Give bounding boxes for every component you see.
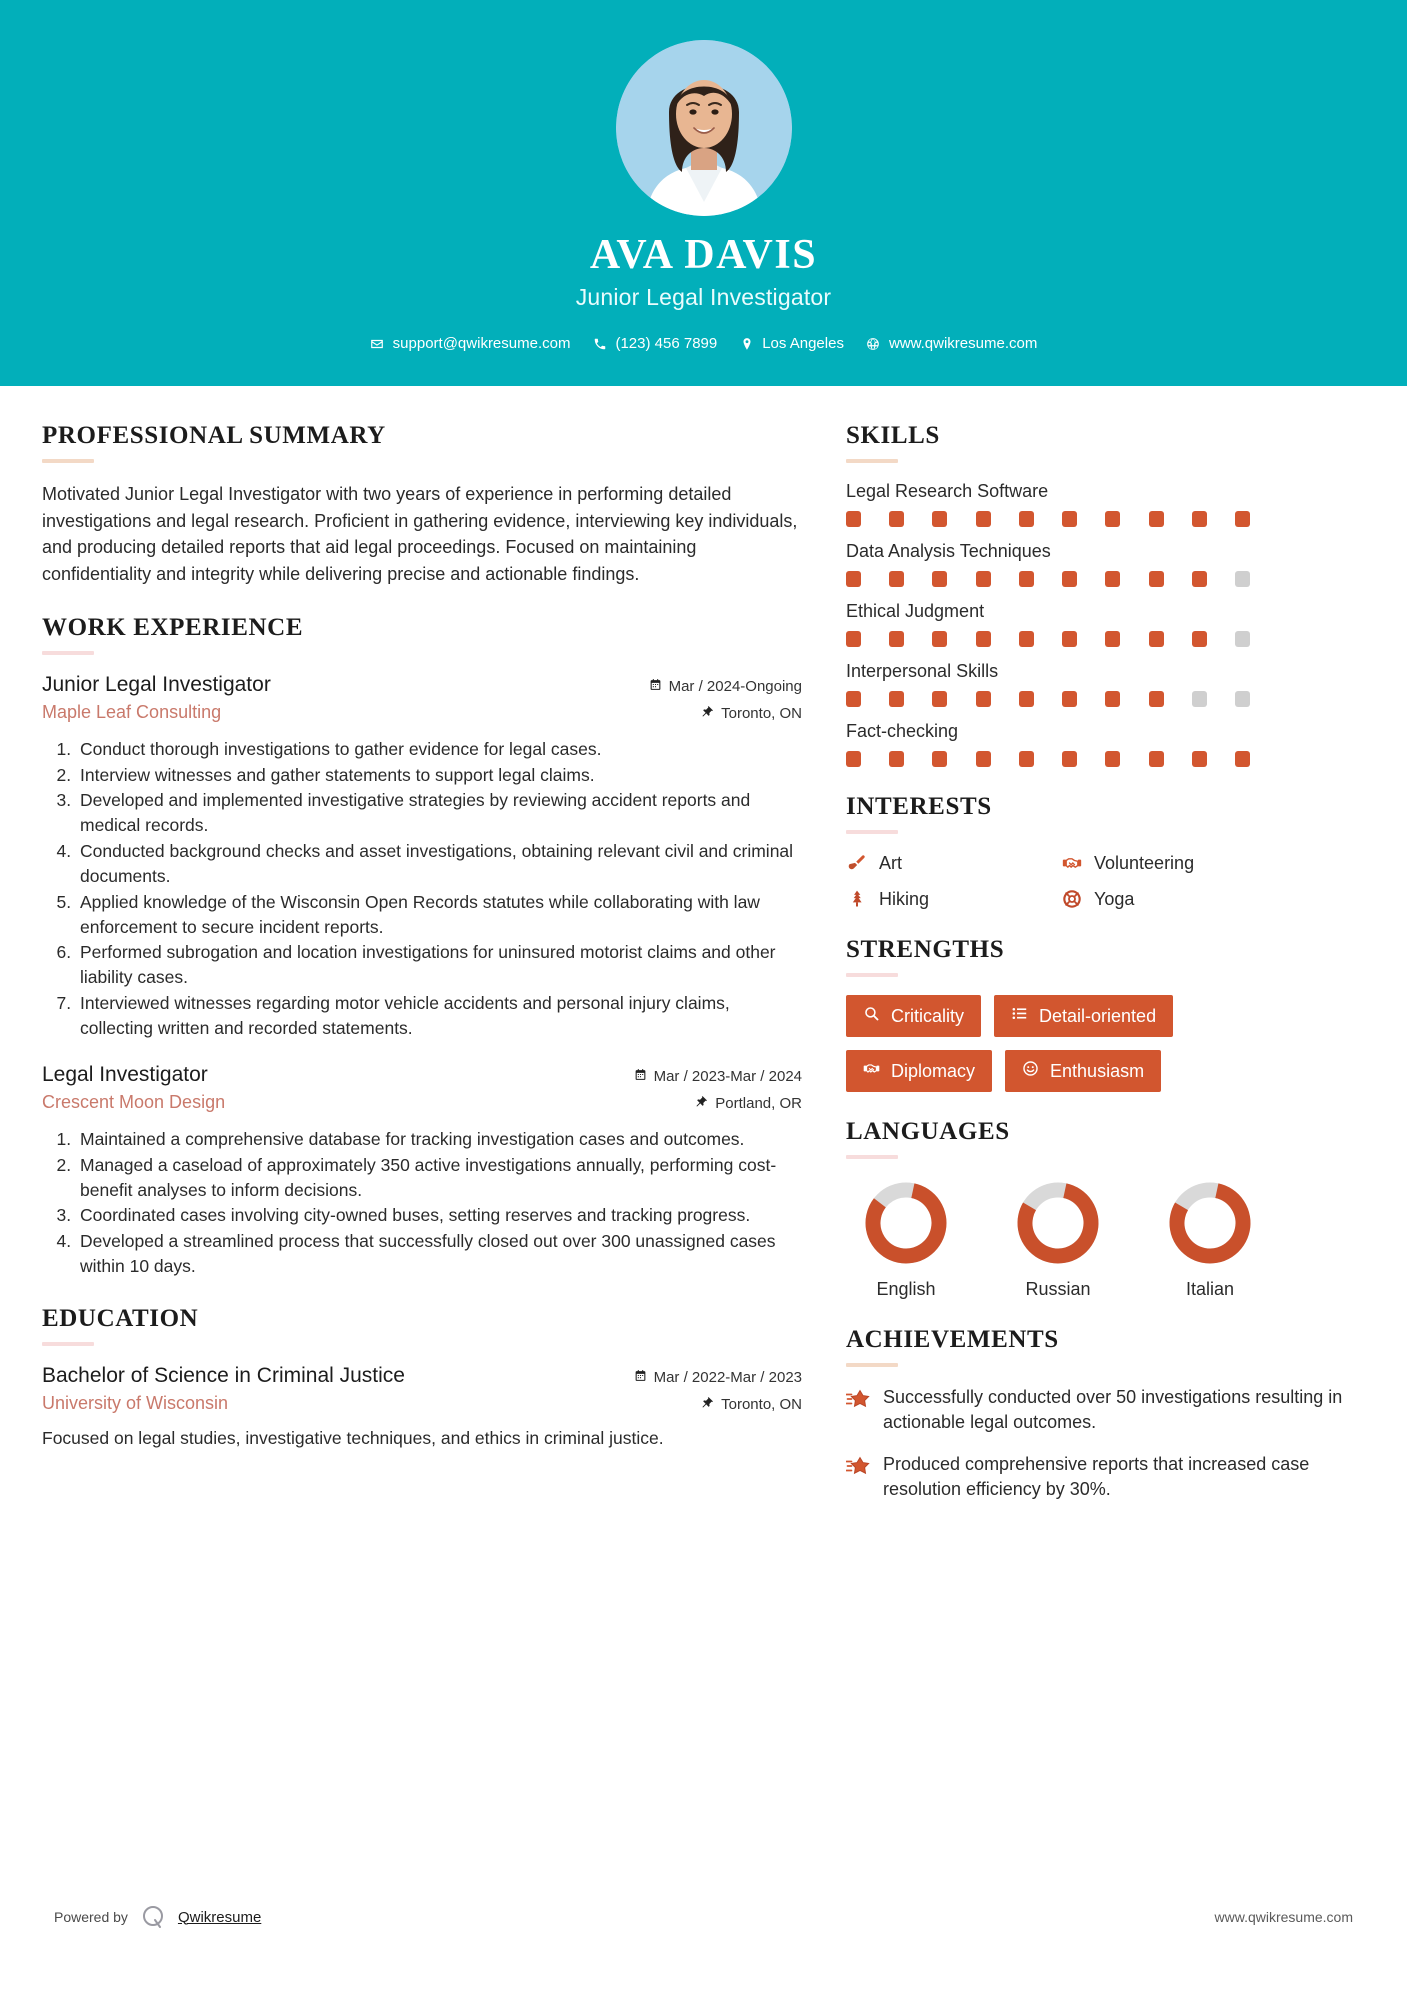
handshake-icon: [1061, 852, 1083, 874]
language-item: [846, 1177, 966, 1300]
section-heading: WORK EXPERIENCE: [42, 613, 304, 641]
skills-list: [846, 481, 1365, 767]
interest-item: [846, 888, 1051, 910]
section-rule: [42, 1342, 94, 1346]
language-donut-chart: [1164, 1177, 1256, 1269]
section-heading: PROFESSIONAL SUMMARY: [42, 422, 386, 450]
interests-list: [846, 852, 1266, 910]
skill-rating-dot: [1149, 511, 1164, 527]
skill-rating: [846, 631, 1250, 647]
skill-rating-dot: [1062, 571, 1077, 587]
experience-bullet: 1. Conduct thorough investigations to gather evidence for legal cases.: [76, 737, 802, 762]
experience-role: Junior Legal Investigator: [42, 672, 271, 696]
education-degree: Bachelor of Science in Criminal Justice: [42, 1363, 405, 1387]
skill-item: [846, 721, 1365, 767]
skill-rating-dot: [932, 571, 947, 587]
page-title: AVA DAVIS: [589, 232, 818, 278]
qwikresume-logo-icon: [140, 1904, 166, 1930]
skill-rating-dot: [1105, 571, 1120, 587]
language-item: [1150, 1177, 1270, 1300]
experience-location-text: Portland, OR: [715, 1094, 802, 1112]
experience-company: Crescent Moon Design: [42, 1091, 226, 1112]
achievement-item: [846, 1385, 1365, 1435]
star-burst-icon: [846, 1388, 870, 1412]
language-label: Italian: [1185, 1279, 1235, 1300]
experience-entry: [42, 1063, 802, 1279]
skill-item: [846, 601, 1365, 647]
phone-icon: [592, 336, 607, 351]
skill-label: Data Analysis Techniques: [846, 541, 1051, 562]
magnifier-icon: [863, 1005, 880, 1027]
experience-bullet: 2. Interview witnesses and gather statements to support legal claims.: [76, 763, 802, 788]
experience-role: Legal Investigator: [42, 1062, 208, 1086]
experience-entry-sub: [42, 1092, 802, 1113]
job-title: Junior Legal Investigator: [575, 284, 832, 311]
skill-rating-dot: [1105, 691, 1120, 707]
skill-rating-dot: [889, 691, 904, 707]
skill-rating-dot: [1105, 511, 1120, 527]
experience-location: [695, 1095, 802, 1112]
contact-website[interactable]: [860, 335, 1043, 352]
skill-rating-dot: [1019, 691, 1034, 707]
experience-company: Maple Leaf Consulting: [42, 701, 222, 722]
experience-bullet: 3. Developed and implemented investigative strategies by reviewing accident reports and medical records.: [76, 788, 802, 838]
achievement-item: [846, 1452, 1365, 1502]
education-entry-top: [42, 1364, 802, 1388]
skill-item: [846, 541, 1365, 587]
avatar: [616, 40, 792, 216]
footer-site[interactable]: www.qwikresume.com: [1214, 1909, 1353, 1925]
skill-rating-dot: [1192, 691, 1207, 707]
skill-label: Fact-checking: [846, 721, 959, 742]
skill-rating: [846, 511, 1250, 527]
skill-rating-dot: [846, 691, 861, 707]
handshake-icon: [863, 1060, 880, 1082]
skill-rating-dot: [932, 751, 947, 767]
contact-email-text: support@qwikresume.com: [392, 335, 571, 353]
education-location: [701, 1396, 802, 1413]
skill-rating-dot: [889, 631, 904, 647]
skill-rating-dot: [1192, 511, 1207, 527]
skill-rating-dot: [1235, 631, 1250, 647]
experience-bullet: 2. Managed a caseload of approximately 350 active investigations annually, performing cost-benefit analyses to inform decisions.: [76, 1153, 802, 1203]
education-description: Focused on legal studies, investigative techniques, and ethics in criminal justice.: [42, 1427, 664, 1448]
experience-dates-text: Mar / 2023-Mar / 2024: [653, 1067, 802, 1085]
contact-location-text: Los Angeles: [762, 335, 844, 353]
right-column: [846, 422, 1365, 1904]
contact-location: [733, 335, 850, 352]
skill-rating-dot: [1235, 691, 1250, 707]
skill-rating-dot: [976, 511, 991, 527]
education-school: University of Wisconsin: [42, 1392, 229, 1413]
education-dates-text: Mar / 2022-Mar / 2023: [653, 1368, 802, 1386]
language-label: English: [876, 1279, 936, 1300]
skill-rating: [846, 751, 1250, 767]
skill-rating-dot: [932, 691, 947, 707]
skill-rating-dot: [932, 511, 947, 527]
contact-email[interactable]: [364, 335, 577, 352]
section-rule: [846, 1155, 898, 1159]
experience-entry: [42, 673, 802, 1041]
experience-dates: [634, 1068, 802, 1085]
section-skills: [846, 422, 1365, 767]
strength-label: Enthusiasm: [1050, 1060, 1145, 1081]
skill-rating: [846, 571, 1250, 587]
section-rule: [42, 651, 94, 655]
achievement-text: Produced comprehensive reports that increased case resolution efficiency by 30%.: [883, 1453, 1310, 1499]
strength-badge: [846, 995, 981, 1037]
section-rule: [846, 830, 898, 834]
interest-label: Hiking: [879, 888, 930, 909]
section-rule: [846, 459, 898, 463]
achievements-list: [846, 1385, 1365, 1502]
calendar-icon: [649, 678, 662, 695]
section-heading: EDUCATION: [42, 1304, 199, 1332]
interest-label: Yoga: [1094, 888, 1135, 909]
skill-rating-dot: [1235, 511, 1250, 527]
skill-rating: [846, 691, 1250, 707]
section-languages: [846, 1118, 1365, 1300]
section-heading: SKILLS: [846, 422, 940, 450]
strength-label: Detail-oriented: [1039, 1005, 1157, 1026]
section-education: [42, 1305, 802, 1451]
calendar-icon: [634, 1369, 647, 1386]
languages-list: [846, 1177, 1365, 1300]
section-heading: LANGUAGES: [846, 1118, 1010, 1146]
contact-phone[interactable]: [586, 335, 723, 352]
skill-rating-dot: [889, 511, 904, 527]
skill-rating-dot: [1149, 751, 1164, 767]
interest-label: Art: [879, 852, 903, 873]
experience-bullet: 7. Interviewed witnesses regarding motor vehicle accidents and personal injury claims, collecting written and recorded statements.: [76, 991, 802, 1041]
interest-item: [1061, 888, 1266, 910]
section-rule: [846, 1363, 898, 1367]
skill-rating-dot: [1019, 571, 1034, 587]
section-achievements: [846, 1326, 1365, 1502]
contact-website-text: www.qwikresume.com: [888, 335, 1038, 353]
skill-rating-dot: [1019, 631, 1034, 647]
skill-rating-dot: [976, 691, 991, 707]
interest-item: [846, 852, 1051, 874]
smiley-icon: [1022, 1060, 1039, 1082]
resume-body: [0, 386, 1407, 1904]
skill-rating-dot: [1192, 631, 1207, 647]
skill-rating-dot: [1062, 511, 1077, 527]
pin-icon: [701, 705, 714, 722]
skill-rating-dot: [1149, 571, 1164, 587]
experience-bullet: 1. Maintained a comprehensive database for tracking investigation cases and outcomes.: [76, 1127, 802, 1152]
experience-bullet: 6. Performed subrogation and location investigations for uninsured motorist claims and other liability cases.: [76, 940, 802, 990]
skill-rating-dot: [1149, 631, 1164, 647]
skill-rating-dot: [889, 751, 904, 767]
experience-bullet: 3. Coordinated cases involving city-owned buses, setting reserves and tracking progress.: [76, 1203, 802, 1228]
contact-row: [0, 335, 1407, 352]
skill-rating-dot: [846, 631, 861, 647]
skill-rating-dot: [1062, 751, 1077, 767]
experience-bullets: [42, 1127, 802, 1279]
map-pin-icon: [739, 336, 754, 351]
education-dates: [634, 1369, 802, 1386]
skill-item: [846, 481, 1365, 527]
skill-rating-dot: [1192, 571, 1207, 587]
education-location-text: Toronto, ON: [721, 1395, 802, 1413]
skill-rating-dot: [1105, 751, 1120, 767]
section-heading: INTERESTS: [846, 793, 992, 821]
language-label: Russian: [1025, 1279, 1091, 1300]
strength-badge: [846, 1050, 992, 1092]
section-rule: [42, 459, 94, 463]
language-donut-chart: [860, 1177, 952, 1269]
avatar-photo: [616, 40, 792, 216]
footer-brand: [54, 1904, 261, 1930]
skill-rating-dot: [1192, 751, 1207, 767]
skill-label: Interpersonal Skills: [846, 661, 999, 682]
education-list: [42, 1364, 802, 1451]
skill-rating-dot: [1105, 631, 1120, 647]
skill-label: Legal Research Software: [846, 481, 1049, 502]
experience-bullet: 4. Conducted background checks and asset investigations, obtaining relevant civil and criminal documents.: [76, 839, 802, 889]
experience-entry-top: [42, 1063, 802, 1087]
skill-rating-dot: [976, 571, 991, 587]
interest-label: Volunteering: [1094, 852, 1195, 873]
skill-rating-dot: [1149, 691, 1164, 707]
list-icon: [1011, 1005, 1028, 1027]
section-work-experience: [42, 614, 802, 1279]
achievement-text: Successfully conducted over 50 investigations resulting in actionable legal outcomes.: [883, 1387, 1343, 1433]
language-donut-chart: [1012, 1177, 1104, 1269]
experience-list: [42, 673, 802, 1279]
education-entry-sub: [42, 1393, 802, 1414]
envelope-icon: [370, 336, 385, 351]
skill-rating-dot: [976, 631, 991, 647]
skill-rating-dot: [1019, 511, 1034, 527]
paintbrush-icon: [846, 852, 868, 874]
pin-icon: [701, 1396, 714, 1413]
footer: [0, 1904, 1407, 1990]
left-column: [42, 422, 802, 1904]
skill-rating-dot: [846, 511, 861, 527]
experience-dates-text: Mar / 2024-Ongoing: [668, 677, 802, 695]
experience-entry-top: [42, 673, 802, 697]
skill-rating-dot: [846, 571, 861, 587]
skill-rating-dot: [1235, 751, 1250, 767]
strength-badge: [1005, 1050, 1161, 1092]
experience-dates: [649, 678, 802, 695]
strengths-list: [846, 995, 1266, 1092]
strength-label: Diplomacy: [891, 1060, 976, 1081]
skill-rating-dot: [1019, 751, 1034, 767]
section-interests: [846, 793, 1365, 910]
experience-location-text: Toronto, ON: [721, 704, 802, 722]
skill-rating-dot: [932, 631, 947, 647]
strength-label: Criticality: [891, 1005, 965, 1026]
experience-location: [701, 705, 802, 722]
experience-bullet: 4. Developed a streamlined process that successfully closed out over 300 unassigned cases within 10 days.: [76, 1229, 802, 1279]
tree-icon: [846, 888, 868, 910]
strength-badge: [994, 995, 1173, 1037]
skill-rating-dot: [846, 751, 861, 767]
skill-item: [846, 661, 1365, 707]
section-heading: STRENGTHS: [846, 936, 1005, 964]
skill-rating-dot: [976, 751, 991, 767]
skill-label: Ethical Judgment: [846, 601, 985, 622]
skill-rating-dot: [1235, 571, 1250, 587]
powered-by-label: Powered by: [54, 1909, 128, 1925]
experience-bullet: 5. Applied knowledge of the Wisconsin Open Records statutes while collaborating with law enforcement to secure incident reports.: [76, 890, 802, 940]
education-entry: [42, 1364, 802, 1451]
experience-entry-sub: [42, 702, 802, 723]
section-heading: ACHIEVEMENTS: [846, 1326, 1059, 1354]
interest-item: [1061, 852, 1266, 874]
skill-rating-dot: [1062, 631, 1077, 647]
skill-rating-dot: [1062, 691, 1077, 707]
summary-text: Motivated Junior Legal Investigator with two years of experience in performing detailed investigations and legal research. Proficient in gathering evidence, interviewing key individuals, and producing detailed reports that aid legal proceedings. Focused on maintaining confidentiality and integrity while delivering precise and actionable findings.: [42, 484, 798, 585]
section-strengths: [846, 936, 1365, 1092]
section-professional-summary: [42, 422, 802, 588]
section-rule: [846, 973, 898, 977]
contact-phone-text: (123) 456 7899: [615, 335, 718, 353]
pin-icon: [695, 1095, 708, 1112]
resume-header: [0, 0, 1407, 386]
lifebuoy-icon: [1061, 888, 1083, 910]
skill-rating-dot: [889, 571, 904, 587]
brand-link[interactable]: Qwikresume: [177, 1908, 262, 1926]
star-burst-icon: [846, 1455, 870, 1479]
globe-icon: [866, 336, 881, 351]
language-item: [998, 1177, 1118, 1300]
calendar-icon: [634, 1068, 647, 1085]
experience-bullets: [42, 737, 802, 1041]
